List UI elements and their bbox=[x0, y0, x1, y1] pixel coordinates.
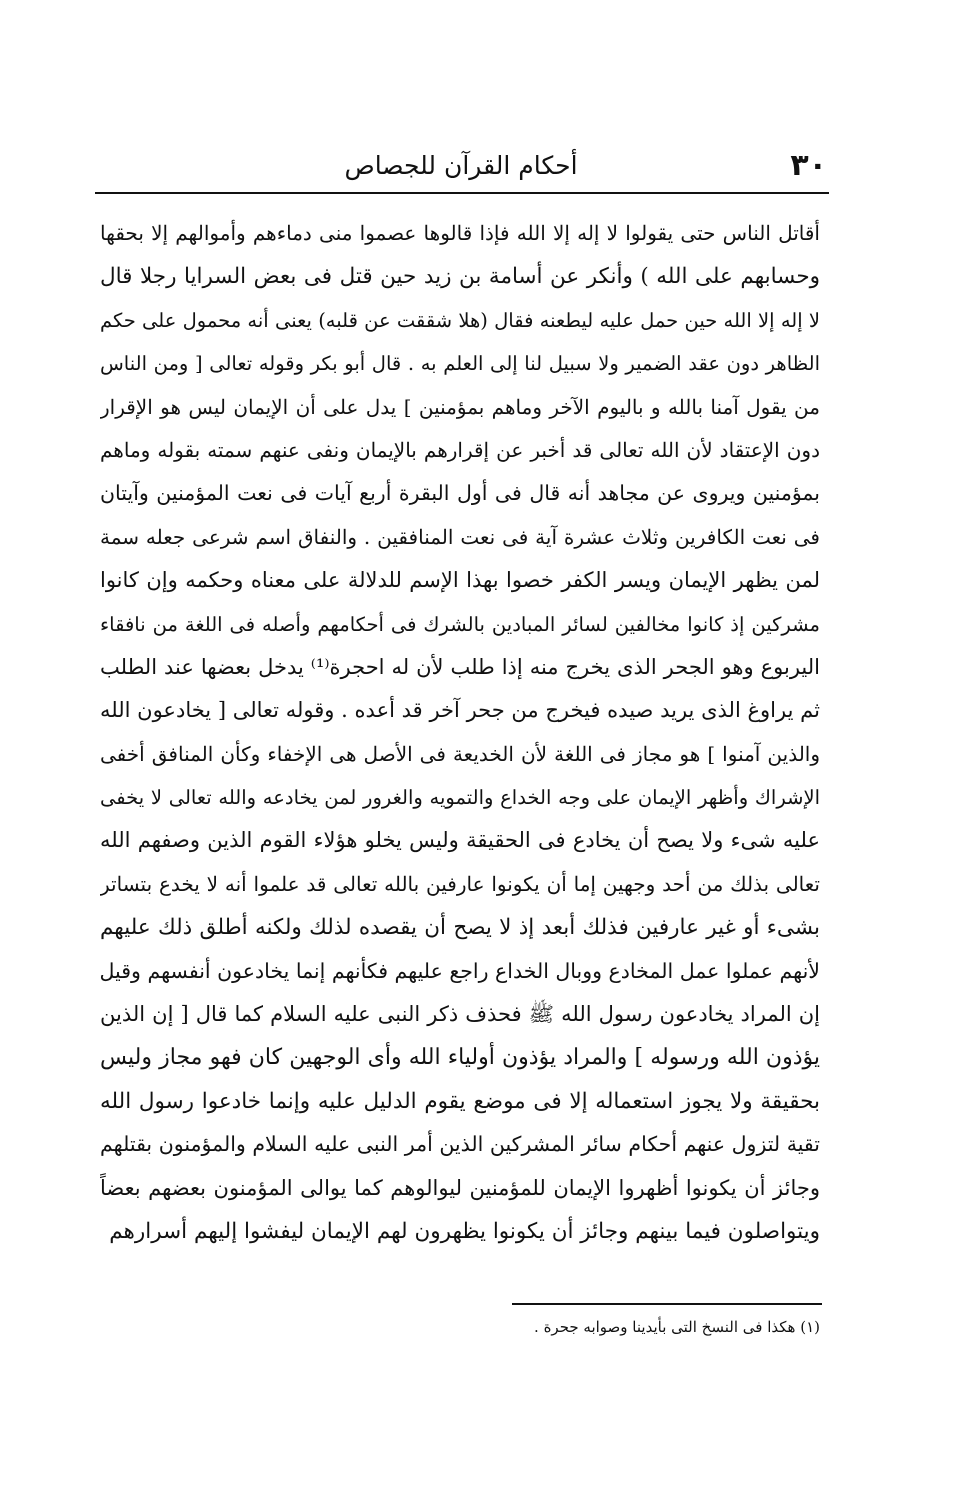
text-line: الظاهر دون عقد الضمير ولا سبيل لنا إلى العلم به . قال أبو بكر وقوله تعالى [ ومن الناس bbox=[100, 352, 820, 376]
text-line: دون الإعتقاد لأن الله تعالى قد أخبر عن إقرارهم بالإيمان ونفى عنهم سمته بقوله وماهم bbox=[100, 437, 820, 462]
text-line: يؤذون الله ورسوله ] والمراد يؤذون أولياء الله وأى الوجهين كان فهو مجاز وليس bbox=[100, 1045, 820, 1071]
text-line: لا إله إلا الله حين حمل عليه ليطعنه فقال (هلا شققت عن قلبه) يعنى أنه محمول على حكم bbox=[100, 308, 820, 332]
text-line: تعالى بذلك من أحد وجهين إما أن يكونوا عارفين بالله تعالى قد علموا أنه لا يخدع بتساتر bbox=[100, 871, 820, 896]
footnote-rule bbox=[512, 1303, 822, 1305]
running-title: أحكام القرآن للجصاص bbox=[344, 151, 578, 180]
text-line: ثم يراوغ الذى يريد صيده فيخرج من جحر آخر قد أعده . وقوله تعالى [ يخادعون الله bbox=[100, 698, 820, 723]
text-line: بشىء أو غير عارفين فذلك أبعد إذ لا يصح أن يقصده لذلك ولكنه أطلق ذلك عليهم bbox=[100, 915, 820, 941]
text-line: ويتواصلون فيما بينهم وجائز أن يكونوا يظهرون لهم الإيمان ليفشوا إليهم أسرارهم bbox=[109, 1218, 820, 1244]
page-number: ٣٠ bbox=[790, 148, 827, 183]
text-line: من يقول آمنا بالله و باليوم الآخر وماهم بمؤمنين ] يدل على أن الإيمان ليس هو الإقرار bbox=[100, 394, 820, 419]
text-line: عليه شىء ولا يصح أن يخادع فى الحقيقة وليس يخلو هؤلاء القوم الذين وصفهم الله bbox=[100, 828, 820, 853]
text-line: بمؤمنين ويروى عن مجاهد أنه قال فى أول البقرة أربع آيات فى نعت المؤمنين وآيتان bbox=[100, 481, 820, 506]
text-line: مشركين إذ كانوا مخالفين لسائر المبادين بالشرك فى أحكامهم وأصله فى اللغة من نافقاء bbox=[100, 612, 820, 636]
text-line: فى نعت الكافرين وثلاث عشرة آية فى نعت المنافقين . والنفاق اسم شرعى جعله سمة bbox=[100, 524, 820, 549]
footnote: (١) هكذا فى النسخ التى بأيدينا وصوابه جحرة . bbox=[534, 1318, 820, 1336]
text-line: بحقيقة ولا يجوز استعماله إلا فى موضع يقوم الدليل عليه وإنما خادعوا رسول الله bbox=[100, 1088, 820, 1114]
text-line: وحسابهم على الله ) وأنكر عن أسامة بن زيد حين قتل فى بعض السرايا رجلا قال bbox=[100, 264, 820, 290]
text-line: لأنهم عملوا عمل المخادع ووبال الخداع راجع عليهم فكأنهم إنما يخادعون أنفسهم وقيل bbox=[100, 958, 820, 983]
body-text bbox=[100, 212, 820, 1253]
text-line: اليربوع وهو الجحر الذى يخرج منه إذا طلب لأن له احجرة⁽¹⁾ يدخل بعضها عند الطلب bbox=[100, 654, 820, 679]
text-line: والذين آمنوا ] هو مجاز فى اللغة لأن الخديعة فى الأصل هى الإخفاء وكأن المنافق أخفى bbox=[100, 741, 820, 766]
text-line: لمن يظهر الإيمان ويسر الكفر خصوا بهذا الإسم للدلالة على معناه وحكمه وإن كانوا bbox=[100, 568, 820, 593]
text-line: إن المراد يخادعون رسول الله ﷺ فحذف ذكر النبى عليه السلام كما قال [ إن الذين bbox=[100, 1002, 820, 1027]
page-header bbox=[95, 146, 827, 186]
header-rule bbox=[95, 192, 829, 194]
text-line: أقاتل الناس حتى يقولوا لا إله إلا الله فإذا قالوها عصموا منى دماءهم وأموالهم إلا بحقها bbox=[100, 221, 820, 245]
text-line: وجائز أن يكونوا أظهروا الإيمان للمؤمنين ليوالوهم كما يوالى المؤمنون بعضهم بعضاً bbox=[100, 1175, 820, 1200]
text-line: تقية لتزول عنهم أحكام سائر المشركين الذين أمر النبى عليه السلام والمؤمنون بقتلهم bbox=[100, 1132, 820, 1157]
text-line: الإشراك وأظهر الإيمان على وجه الخداع والتمويه والغرور لمن يخادعه والله تعالى لا يخفى bbox=[100, 786, 820, 810]
